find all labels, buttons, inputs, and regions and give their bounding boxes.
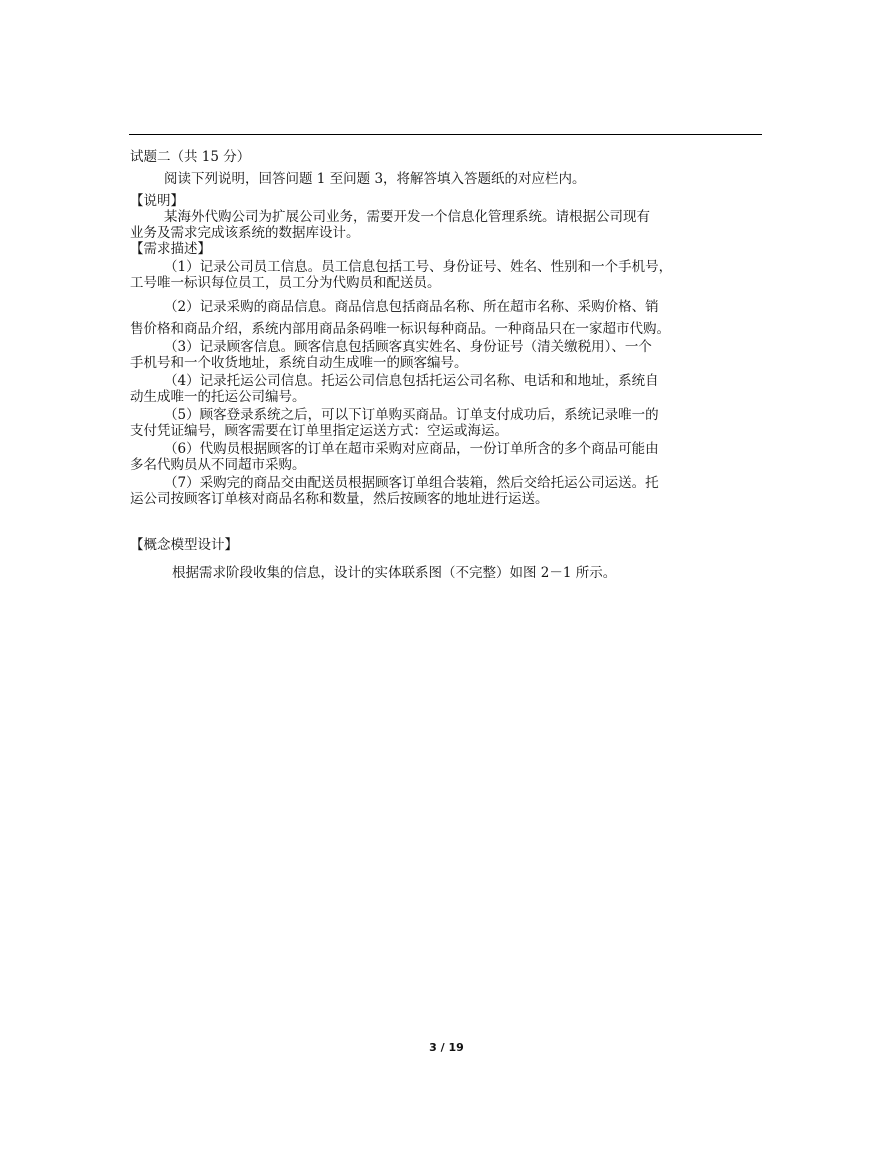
requirement-line: （6）代购员根据顾客的订单在超市采购对应商品，一份订单所含的多个商品可能由 [164, 441, 659, 457]
requirement-line: （4）记录托运公司信息。托运公司信息包括托运公司名称、电话和和地址，系统自 [164, 373, 659, 389]
requirement-item [130, 259, 760, 291]
concept-text: 根据需求阶段收集的信息，设计的实体联系图（不完整）如图 2－1 所示。 [172, 565, 617, 581]
requirement-item [130, 475, 760, 507]
requirement-item [130, 339, 760, 371]
header-rule [129, 134, 762, 135]
requirement-line: （3）记录顾客信息。顾客信息包括顾客真实姓名、身份证号（清关缴税用）、一个 [164, 339, 652, 355]
requirement-line: 多名代购员从不同超市采购。 [130, 457, 306, 473]
question-title: 试题二（共 15 分） [130, 149, 251, 165]
explanation-line: 业务及需求完成该系统的数据库设计。 [130, 225, 360, 241]
requirement-line: （2）记录采购的商品信息。商品信息包括商品名称、所在超市名称、采购价格、销 [164, 299, 659, 315]
concept-heading: 【概念模型设计】 [130, 537, 238, 553]
document-content [130, 149, 760, 581]
requirement-line: 售价格和商品介绍，系统内部用商品条码唯一标识每种商品。一种商品只在一家超市代购。 [130, 321, 670, 337]
requirement-line: 动生成唯一的托运公司编号。 [130, 389, 306, 405]
requirement-line: （7）采购完的商品交由配送员根据顾客订单组合装箱，然后交给托运公司运送。托 [164, 475, 659, 491]
requirement-item [130, 299, 760, 337]
question-instruction: 阅读下列说明，回答问题 1 至问题 3，将解答填入答题纸的对应栏内。 [164, 171, 586, 187]
requirement-line: 支付凭证编号，顾客需要在订单里指定运送方式：空运或海运。 [130, 423, 508, 439]
requirement-item [130, 373, 760, 405]
page-number: 3 / 19 [429, 1041, 464, 1054]
explanation-heading: 【说明】 [130, 193, 184, 209]
requirement-line: （5）顾客登录系统之后，可以下订单购买商品。订单支付成功后，系统记录唯一的 [164, 407, 659, 423]
explanation-line: 某海外代购公司为扩展公司业务，需要开发一个信息化管理系统。请根据公司现有 [164, 209, 650, 225]
requirement-item [130, 407, 760, 439]
requirement-line: （1）记录公司员工信息。员工信息包括工号、身份证号、姓名、性别和一个手机号， [164, 259, 673, 275]
requirement-line: 工号唯一标识每位员工，员工分为代购员和配送员。 [130, 275, 441, 291]
requirements-heading: 【需求描述】 [130, 241, 211, 257]
requirement-line: 手机号和一个收货地址，系统自动生成唯一的顾客编号。 [130, 355, 468, 371]
requirement-line: 运公司按顾客订单核对商品名称和数量，然后按顾客的地址进行运送。 [130, 491, 549, 507]
requirement-item [130, 441, 760, 473]
